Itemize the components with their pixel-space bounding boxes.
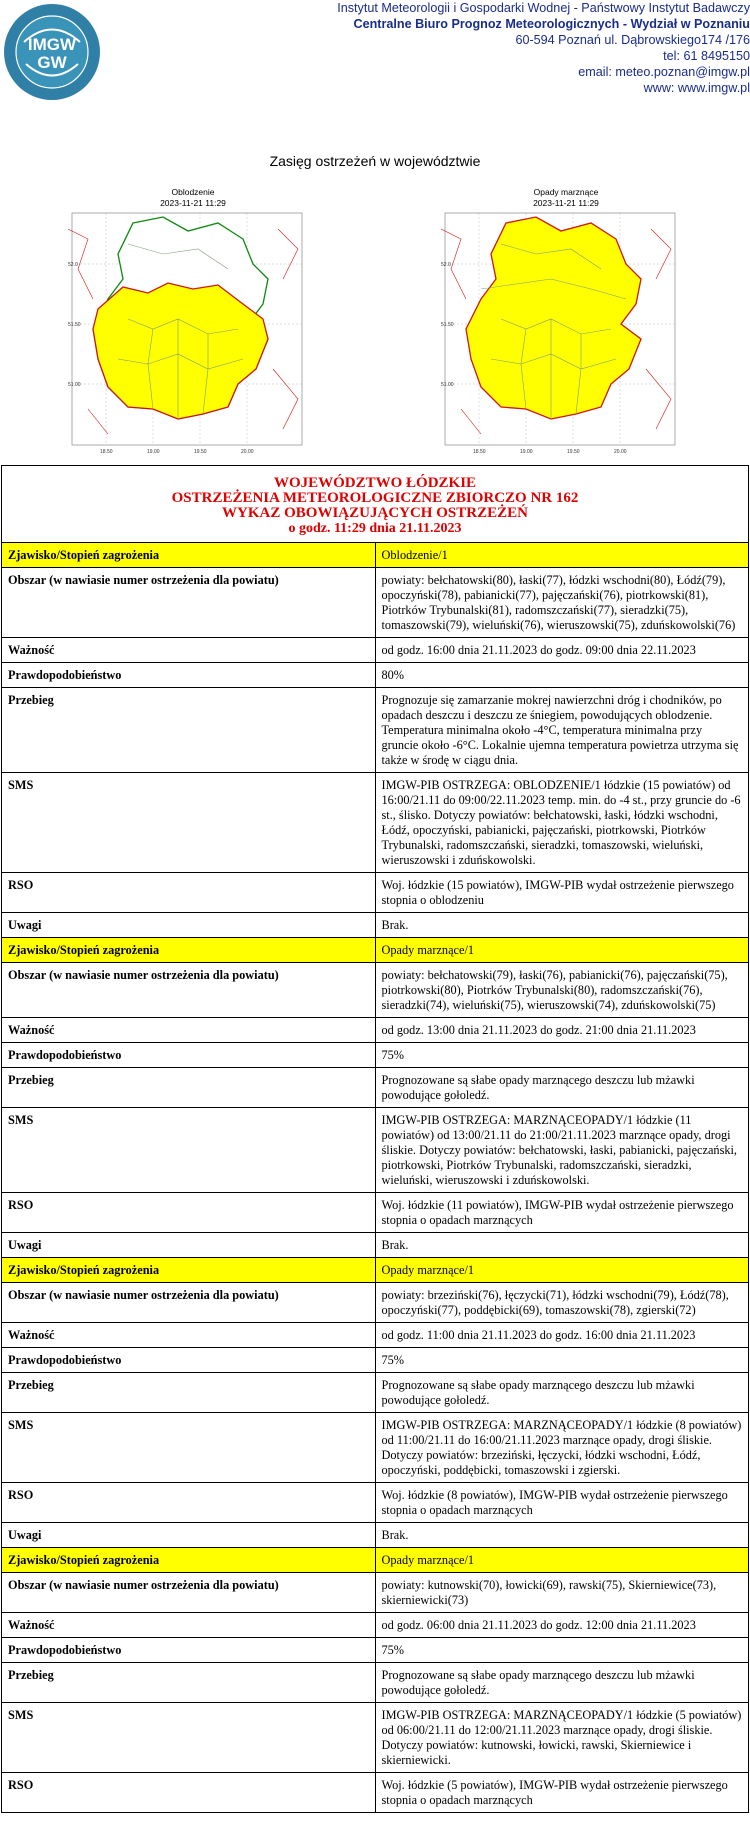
svg-text:IMGW: IMGW [27, 35, 77, 54]
phenomenon-value: Opady marznące/1 [375, 1258, 749, 1283]
warning-2-course-row [2, 1068, 749, 1108]
warnings-table [1, 465, 749, 1813]
rso-label: RSO [2, 873, 376, 913]
course-value: Prognozowane są słabe opady marznącego deszczu lub mżawki powodujące gołoledź. [375, 1373, 749, 1413]
rso-value: Woj. łódzkie (8 powiatów), IMGW-PIB wydał ostrzeżenie pierwszego stopnia o opadach marznących [375, 1483, 749, 1523]
sms-value: IMGW-PIB OSTRZEGA: OBLODZENIE/1 łódzkie (15 powiatów) od 16:00/21.11 do 09:00/22.11.2023 temp. min. do -4 st., przy gruncie do -6 st., ślisko. Dotyczy powiatów: bełchatowski, łaski, łódzki wschodni, Łódź, opoczyński, pabianicki, pajęczański, piotrkowski, Piotrków Trybunalski, radomszczański, sieradzki, tomaszowski, wieluński, wieruszowski i zduńskowolski. [375, 773, 749, 873]
warning-1-rso-row [2, 873, 749, 913]
validity-label: Ważność [2, 1613, 376, 1638]
svg-text:51.00: 51.00 [68, 382, 81, 388]
warning-1-notes-row [2, 913, 749, 938]
rso-label: RSO [2, 1193, 376, 1233]
page-header [0, 0, 750, 120]
imgw-logo [2, 2, 102, 102]
svg-text:20.00: 20.00 [614, 449, 627, 455]
validity-value: od godz. 11:00 dnia 21.11.2023 do godz. 16:00 dnia 21.11.2023 [375, 1323, 749, 1348]
rso-label: RSO [2, 1773, 376, 1813]
warning-2-probability-row [2, 1043, 749, 1068]
warning-2-validity-row [2, 1018, 749, 1043]
phenomenon-value: Opady marznące/1 [375, 1548, 749, 1573]
warning-4-phenomenon-row [2, 1548, 749, 1573]
svg-text:51.50: 51.50 [441, 322, 454, 328]
warning-2-sms-row [2, 1108, 749, 1193]
office-name: Centralne Biuro Prognoz Meteorologicznych - Wydział w Poznaniu [353, 17, 750, 31]
area-label: Obszar (w nawiasie numer ostrzeżenia dla powiatu) [2, 963, 376, 1018]
sms-value: IMGW-PIB OSTRZEGA: MARZNĄCEOPADY/1 łódzkie (8 powiatów) od 11:00/21.11 do 16:00/21.11.2023 marznące opady, drogi śliskie. Dotyczy powiatów: brzeziński, łęczycki, łódzki wschodni, Łódź, opoczyński, poddębicki, tomaszowski i zgierski. [375, 1413, 749, 1483]
validity-value: od godz. 13:00 dnia 21.11.2023 do godz. 21:00 dnia 21.11.2023 [375, 1018, 749, 1043]
warning-3-course-row [2, 1373, 749, 1413]
probability-value: 75% [375, 1348, 749, 1373]
warning-3-phenomenon-row [2, 1258, 749, 1283]
validity-label: Ważność [2, 1323, 376, 1348]
area-label: Obszar (w nawiasie numer ostrzeżenia dla powiatu) [2, 568, 376, 638]
phenomenon-label: Zjawisko/Stopień zagrożenia [2, 938, 376, 963]
map-icing [68, 187, 318, 467]
course-value: Prognozuje się zamarzanie mokrej nawierzchni dróg i chodników, po opadach deszczu i deszczu ze śniegiem, powodujących oblodzenie. Temperatura minimalna około -4°C, temperatura minimalna przy gruncie około -6°C. Lokalnie ujemna temperatura powietrza utrzyma się także w środę w ciągu dnia. [375, 688, 749, 773]
www-link[interactable]: www: www.imgw.pl [643, 81, 750, 95]
notes-label: Uwagi [2, 913, 376, 938]
validity-label: Ważność [2, 638, 376, 663]
validity-value: od godz. 16:00 dnia 21.11.2023 do godz. 09:00 dnia 22.11.2023 [375, 638, 749, 663]
sms-value: IMGW-PIB OSTRZEGA: MARZNĄCEOPADY/1 łódzkie (5 powiatów) od 06:00/21.11 do 12:00/21.11.2023 marznące opady, drogi śliskie. Dotyczy powiatów: kutnowski, łowicki, rawski, Skierniewice i skierniewicki. [375, 1703, 749, 1773]
sms-label: SMS [2, 773, 376, 873]
notes-value: Brak. [375, 1523, 749, 1548]
svg-text:19.50: 19.50 [194, 449, 207, 455]
rso-label: RSO [2, 1483, 376, 1523]
svg-text:51.50: 51.50 [68, 322, 81, 328]
warning-3-notes-row [2, 1523, 749, 1548]
map-date: 2023-11-21 11:29 [160, 198, 226, 208]
svg-text:GW: GW [37, 53, 67, 72]
svg-text:51.00: 51.00 [441, 382, 454, 388]
sms-label: SMS [2, 1413, 376, 1483]
institute-info [337, 0, 750, 96]
sms-label: SMS [2, 1703, 376, 1773]
warning-1-sms-row [2, 773, 749, 873]
phenomenon-value: Opady marznące/1 [375, 938, 749, 963]
course-value: Prognozowane są słabe opady marznącego deszczu lub mżawki powodujące gołoledź. [375, 1663, 749, 1703]
area-value: powiaty: kutnowski(70), łowicki(69), rawski(75), Skierniewice(73), skierniewicki(73) [375, 1573, 749, 1613]
probability-value: 75% [375, 1638, 749, 1663]
warning-2-notes-row [2, 1233, 749, 1258]
issue-time: o godz. 11:29 dnia 21.11.2023 [288, 521, 462, 536]
institute-name: Instytut Meteorologii i Gospodarki Wodnej - Państwowy Instytut Badawczy [337, 1, 750, 15]
area-label: Obszar (w nawiasie numer ostrzeżenia dla powiatu) [2, 1283, 376, 1323]
sms-label: SMS [2, 1108, 376, 1193]
warning-1-course-row [2, 688, 749, 773]
course-label: Przebieg [2, 1068, 376, 1108]
course-value: Prognozowane są słabe opady marznącego deszczu lub mżawki powodujące gołoledź. [375, 1068, 749, 1108]
warning-4-course-row [2, 1663, 749, 1703]
svg-text:19.00: 19.00 [147, 449, 160, 455]
email-link[interactable]: email: meteo.poznan@imgw.pl [578, 65, 750, 79]
notes-label: Uwagi [2, 1523, 376, 1548]
map-title: Oblodzenie [171, 187, 215, 197]
map-freezing-rain-svg [441, 209, 691, 467]
warning-4-sms-row [2, 1703, 749, 1773]
phenomenon-label: Zjawisko/Stopień zagrożenia [2, 1258, 376, 1283]
validity-value: od godz. 06:00 dnia 21.11.2023 do godz. 12:00 dnia 21.11.2023 [375, 1613, 749, 1638]
map-date: 2023-11-21 11:29 [533, 198, 599, 208]
phone: tel: 61 8495150 [663, 49, 750, 63]
course-label: Przebieg [2, 1373, 376, 1413]
svg-text:18.50: 18.50 [473, 449, 486, 455]
warning-1-probability-row [2, 663, 749, 688]
notes-value: Brak. [375, 1233, 749, 1258]
warning-4-probability-row [2, 1638, 749, 1663]
probability-value: 80% [375, 663, 749, 688]
phenomenon-label: Zjawisko/Stopień zagrożenia [2, 1548, 376, 1573]
map-title: Opady marznące [533, 187, 599, 197]
warning-4-area-row [2, 1573, 749, 1613]
probability-label: Prawdopodobieństwo [2, 1638, 376, 1663]
region-title: WOJEWÓDZTWO ŁÓDZKIE [273, 475, 477, 491]
rso-value: Woj. łódzkie (11 powiatów), IMGW-PIB wydał ostrzeżenie pierwszego stopnia o opadach marznących [375, 1193, 749, 1233]
maps-title: Zasięg ostrzeżeń w województwie [269, 153, 481, 169]
document-title [2, 466, 749, 543]
svg-text:52.0: 52.0 [441, 262, 451, 268]
validity-label: Ważność [2, 1018, 376, 1043]
probability-label: Prawdopodobieństwo [2, 1348, 376, 1373]
svg-text:52.0: 52.0 [68, 262, 78, 268]
sms-value: IMGW-PIB OSTRZEGA: MARZNĄCEOPADY/1 łódzkie (11 powiatów) od 13:00/21.11 do 21:00/21.11.2023 marznące opady, drogi śliskie. Dotyczy powiatów: bełchatowski, łaski, pabianicki, pajęczański, piotrkowski, Piotrków Trybunalski, radomszczański, sieradzki, wieluński, wieruszowski i zduńskowolski. [375, 1108, 749, 1193]
map-freezing-rain [441, 187, 691, 467]
rso-value: Woj. łódzkie (5 powiatów), IMGW-PIB wydał ostrzeżenie pierwszego stopnia o opadach marznących [375, 1773, 749, 1813]
address: 60-594 Poznań ul. Dąbrowskiego174 /176 [515, 33, 750, 47]
svg-text:19.50: 19.50 [567, 449, 580, 455]
warning-3-validity-row [2, 1323, 749, 1348]
phenomenon-label: Zjawisko/Stopień zagrożenia [2, 543, 376, 568]
rso-value: Woj. łódzkie (15 powiatów), IMGW-PIB wydał ostrzeżenie pierwszego stopnia o oblodzeniu [375, 873, 749, 913]
svg-text:20.00: 20.00 [241, 449, 254, 455]
area-label: Obszar (w nawiasie numer ostrzeżenia dla powiatu) [2, 1573, 376, 1613]
phenomenon-value: Oblodzenie/1 [375, 543, 749, 568]
probability-label: Prawdopodobieństwo [2, 1043, 376, 1068]
probability-label: Prawdopodobieństwo [2, 663, 376, 688]
warning-4-validity-row [2, 1613, 749, 1638]
warning-3-probability-row [2, 1348, 749, 1373]
warning-2-phenomenon-row [2, 938, 749, 963]
warning-2-area-row [2, 963, 749, 1018]
probability-value: 75% [375, 1043, 749, 1068]
svg-text:18.50: 18.50 [100, 449, 113, 455]
area-value: powiaty: brzeziński(76), łęczycki(71), łódzki wschodni(79), Łódź(78), opoczyński(77), poddębicki(69), tomaszowski(78), zgierski(72) [375, 1283, 749, 1323]
warning-3-sms-row [2, 1413, 749, 1483]
warning-1-phenomenon-row [2, 543, 749, 568]
warning-1-validity-row [2, 638, 749, 663]
course-label: Przebieg [2, 688, 376, 773]
course-label: Przebieg [2, 1663, 376, 1703]
bulletin-title: OSTRZEŻENIA METEOROLOGICZNE ZBIORCZO NR 162 [171, 490, 579, 506]
warning-3-area-row [2, 1283, 749, 1323]
notes-value: Brak. [375, 913, 749, 938]
area-value: powiaty: bełchatowski(79), łaski(76), pabianicki(76), pajęczański(75), piotrkowski(80), Piotrków Trybunalski(80), radomszczański(76), sieradzki(74), wieluński(75), wieruszowski(74), zduńskowolski(75) [375, 963, 749, 1018]
notes-label: Uwagi [2, 1233, 376, 1258]
area-value: powiaty: bełchatowski(80), łaski(77), łódzki wschodni(80), Łódź(79), opoczyński(78), pabianicki(77), pajęczański(76), piotrkowski(81), Piotrków Trybunalski(81), radomszczański(77), sieradzki(75), tomaszowski(79), wieluński(76), wieruszowski(75), zduńskowolski(76) [375, 568, 749, 638]
map-icing-svg [68, 209, 318, 467]
list-title: WYKAZ OBOWIĄZUJĄCYCH OSTRZEŻEŃ [222, 505, 528, 521]
warning-1-area-row [2, 568, 749, 638]
title-row [2, 466, 749, 543]
warning-4-rso-row [2, 1773, 749, 1813]
warning-3-rso-row [2, 1483, 749, 1523]
warning-2-rso-row [2, 1193, 749, 1233]
svg-text:19.00: 19.00 [520, 449, 533, 455]
